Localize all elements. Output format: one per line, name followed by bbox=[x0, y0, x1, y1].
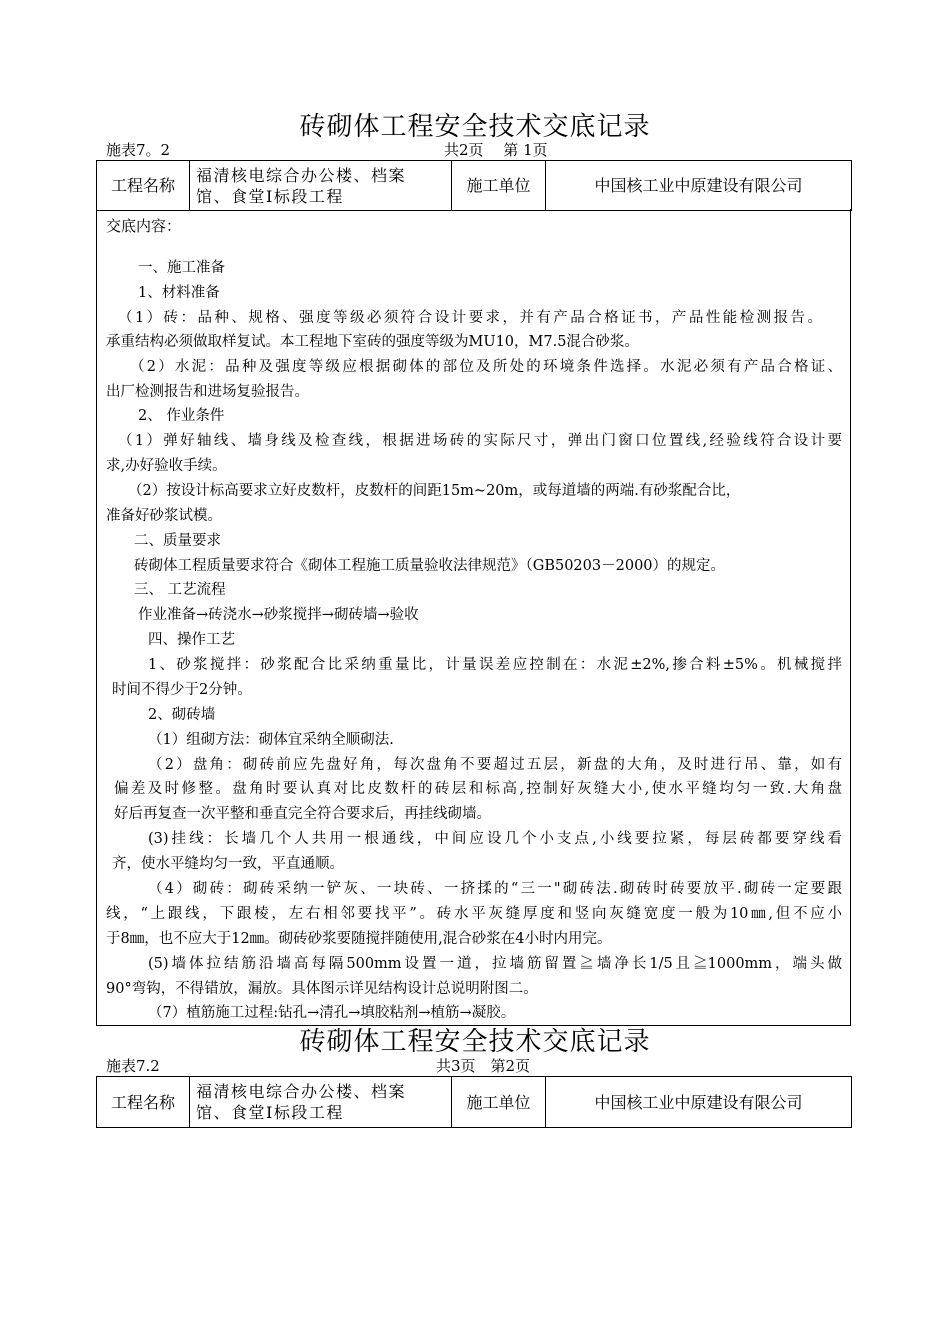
process-flow: 作业准备→砖浇水→砂浆搅拌→砌砖墙→验收 bbox=[138, 607, 419, 623]
project-name-line: 馆、食堂Ⅰ标段工程 bbox=[196, 186, 344, 206]
content-line: （4）砌砖：砌砖采纳一铲灰、一块砖、一挤揉的“三一"砌砖法.砌砖时砖要放平.砌砖一定要跟 bbox=[148, 881, 842, 897]
form-number: 施表7.2 bbox=[106, 1057, 160, 1075]
content-line: （2）按设计标高要求立好皮数杆，皮数杆的间距15m~20m，或每道墙的两端.有砂浆配合比， bbox=[128, 483, 741, 499]
page-title: 砖砌体工程安全技术交底记录 bbox=[299, 112, 651, 142]
content-line: 求,办好验收手续。 bbox=[106, 458, 227, 474]
project-name-value bbox=[190, 161, 452, 211]
content-line: （1）弹好轴线、墙身线及检查线，根据进场砖的实际尺寸，弹出门窗口位置线,经验线符合设计要 bbox=[118, 433, 842, 449]
subsection-heading: 1、材料准备 bbox=[138, 285, 220, 301]
project-name-label: 工程名称 bbox=[97, 1077, 190, 1128]
project-name-line: 馆、食堂Ⅰ标段工程 bbox=[196, 1103, 344, 1122]
project-name-value bbox=[190, 1077, 452, 1128]
content-line: 出厂检测报告和进场复验报告。 bbox=[106, 384, 309, 400]
content-line: 砖砌体工程质量要求符合《砌体工程施工质量验收法律规范》（GB50203－2000）的规定。 bbox=[134, 558, 726, 574]
page-title: 砖砌体工程安全技术交底记录 bbox=[299, 1027, 651, 1057]
content-line: （1）组砌方法：砌体宜采纳全顺砌法. bbox=[148, 732, 394, 748]
content-line: 承重结构必须做取样复试。本工程地下室砖的强度等级为MU10，M7.5混合砂浆。 bbox=[106, 334, 639, 350]
subsection-heading: 2、砌砖墙 bbox=[148, 707, 216, 723]
content-line: 准备好砂浆试模。 bbox=[106, 508, 222, 524]
section-heading: 一、施工准备 bbox=[138, 260, 225, 276]
header-table bbox=[96, 160, 852, 211]
content-line: 90°弯钩，不得错放，漏放。具体图示详见结构设计总说明附图二。 bbox=[106, 981, 538, 997]
page-count: 共2页 第 1页 bbox=[444, 141, 548, 159]
header-table bbox=[96, 1076, 852, 1128]
content-line: 1、砂浆搅拌：砂浆配合比采纳重量比，计量误差应控制在：水泥±2%,掺合料±5%。机械搅拌 bbox=[148, 657, 842, 673]
subsection-heading: 2、 作业条件 bbox=[138, 408, 225, 424]
content-line: 于8㎜，也不应大于12㎜。砌砖砂浆要随搅拌随使用,混合砂浆在4小时内用完。 bbox=[106, 931, 612, 947]
form-number: 施表7。2 bbox=[106, 141, 171, 159]
content-line: (5)墙体拉结筋沿墙高每隔500mm设置一道，拉墙筋留置≧墙净长1/5且≧1000mm，端头做 bbox=[148, 956, 842, 972]
construction-unit-value: 中国核工业中原建设有限公司 bbox=[546, 161, 852, 211]
content-line: 线，“上跟线，下跟棱，左右相邻要找平”。砖水平灰缝厚度和竖向灰缝宽度一般为10㎜,但不应小 bbox=[106, 906, 842, 922]
content-line: 偏差及时修整。盘角时要认真对比皮数杆的砖层和标高,控制好灰缝大小,使水平缝均匀一致.大角盘 bbox=[114, 781, 842, 797]
content-line: （7）植筋施工过程:钻孔→清孔→填胶粘剂→植筋→凝胶。 bbox=[148, 1005, 516, 1021]
project-name-line: 福清核电综合办公楼、档案 bbox=[196, 165, 407, 185]
content-line: （2）盘角：砌砖前应先盘好角，每次盘角不要超过五层，新盘的大角，及时进行吊、靠，如有 bbox=[148, 757, 842, 773]
content-line: 好后再复查一次平整和垂直完全符合要求后，再挂线砌墙。 bbox=[114, 806, 491, 822]
section-heading: 三、 工艺流程 bbox=[134, 582, 226, 598]
project-name-line: 福清核电综合办公楼、档案 bbox=[196, 1082, 407, 1101]
content-line: （1）砖：品种、规格、强度等级必须符合设计要求，并有产品合格证书，产品性能检测报告。 bbox=[118, 310, 822, 326]
section-heading: 二、质量要求 bbox=[134, 533, 221, 549]
project-name-label: 工程名称 bbox=[97, 161, 190, 211]
section-heading: 四、操作工艺 bbox=[148, 632, 235, 648]
content-line: 齐，使水平缝均匀一致，平直通顺。 bbox=[112, 856, 344, 872]
content-line: (3)挂线：长墙几个人共用一根通线，中间应设几个小支点,小线要拉紧，每层砖都要穿线看 bbox=[148, 831, 842, 847]
page-count: 共3页 第2页 bbox=[436, 1057, 531, 1075]
construction-unit-label: 施工单位 bbox=[452, 161, 546, 211]
content-label: 交底内容： bbox=[106, 217, 182, 235]
content-line: （2）水泥：品种及强度等级应根据砌体的部位及所处的环境条件选择。水泥必须有产品合格证、 bbox=[130, 359, 842, 375]
construction-unit-label: 施工单位 bbox=[452, 1077, 546, 1128]
content-line: 时间不得少于2分钟。 bbox=[112, 682, 252, 698]
construction-unit-value: 中国核工业中原建设有限公司 bbox=[546, 1077, 852, 1128]
